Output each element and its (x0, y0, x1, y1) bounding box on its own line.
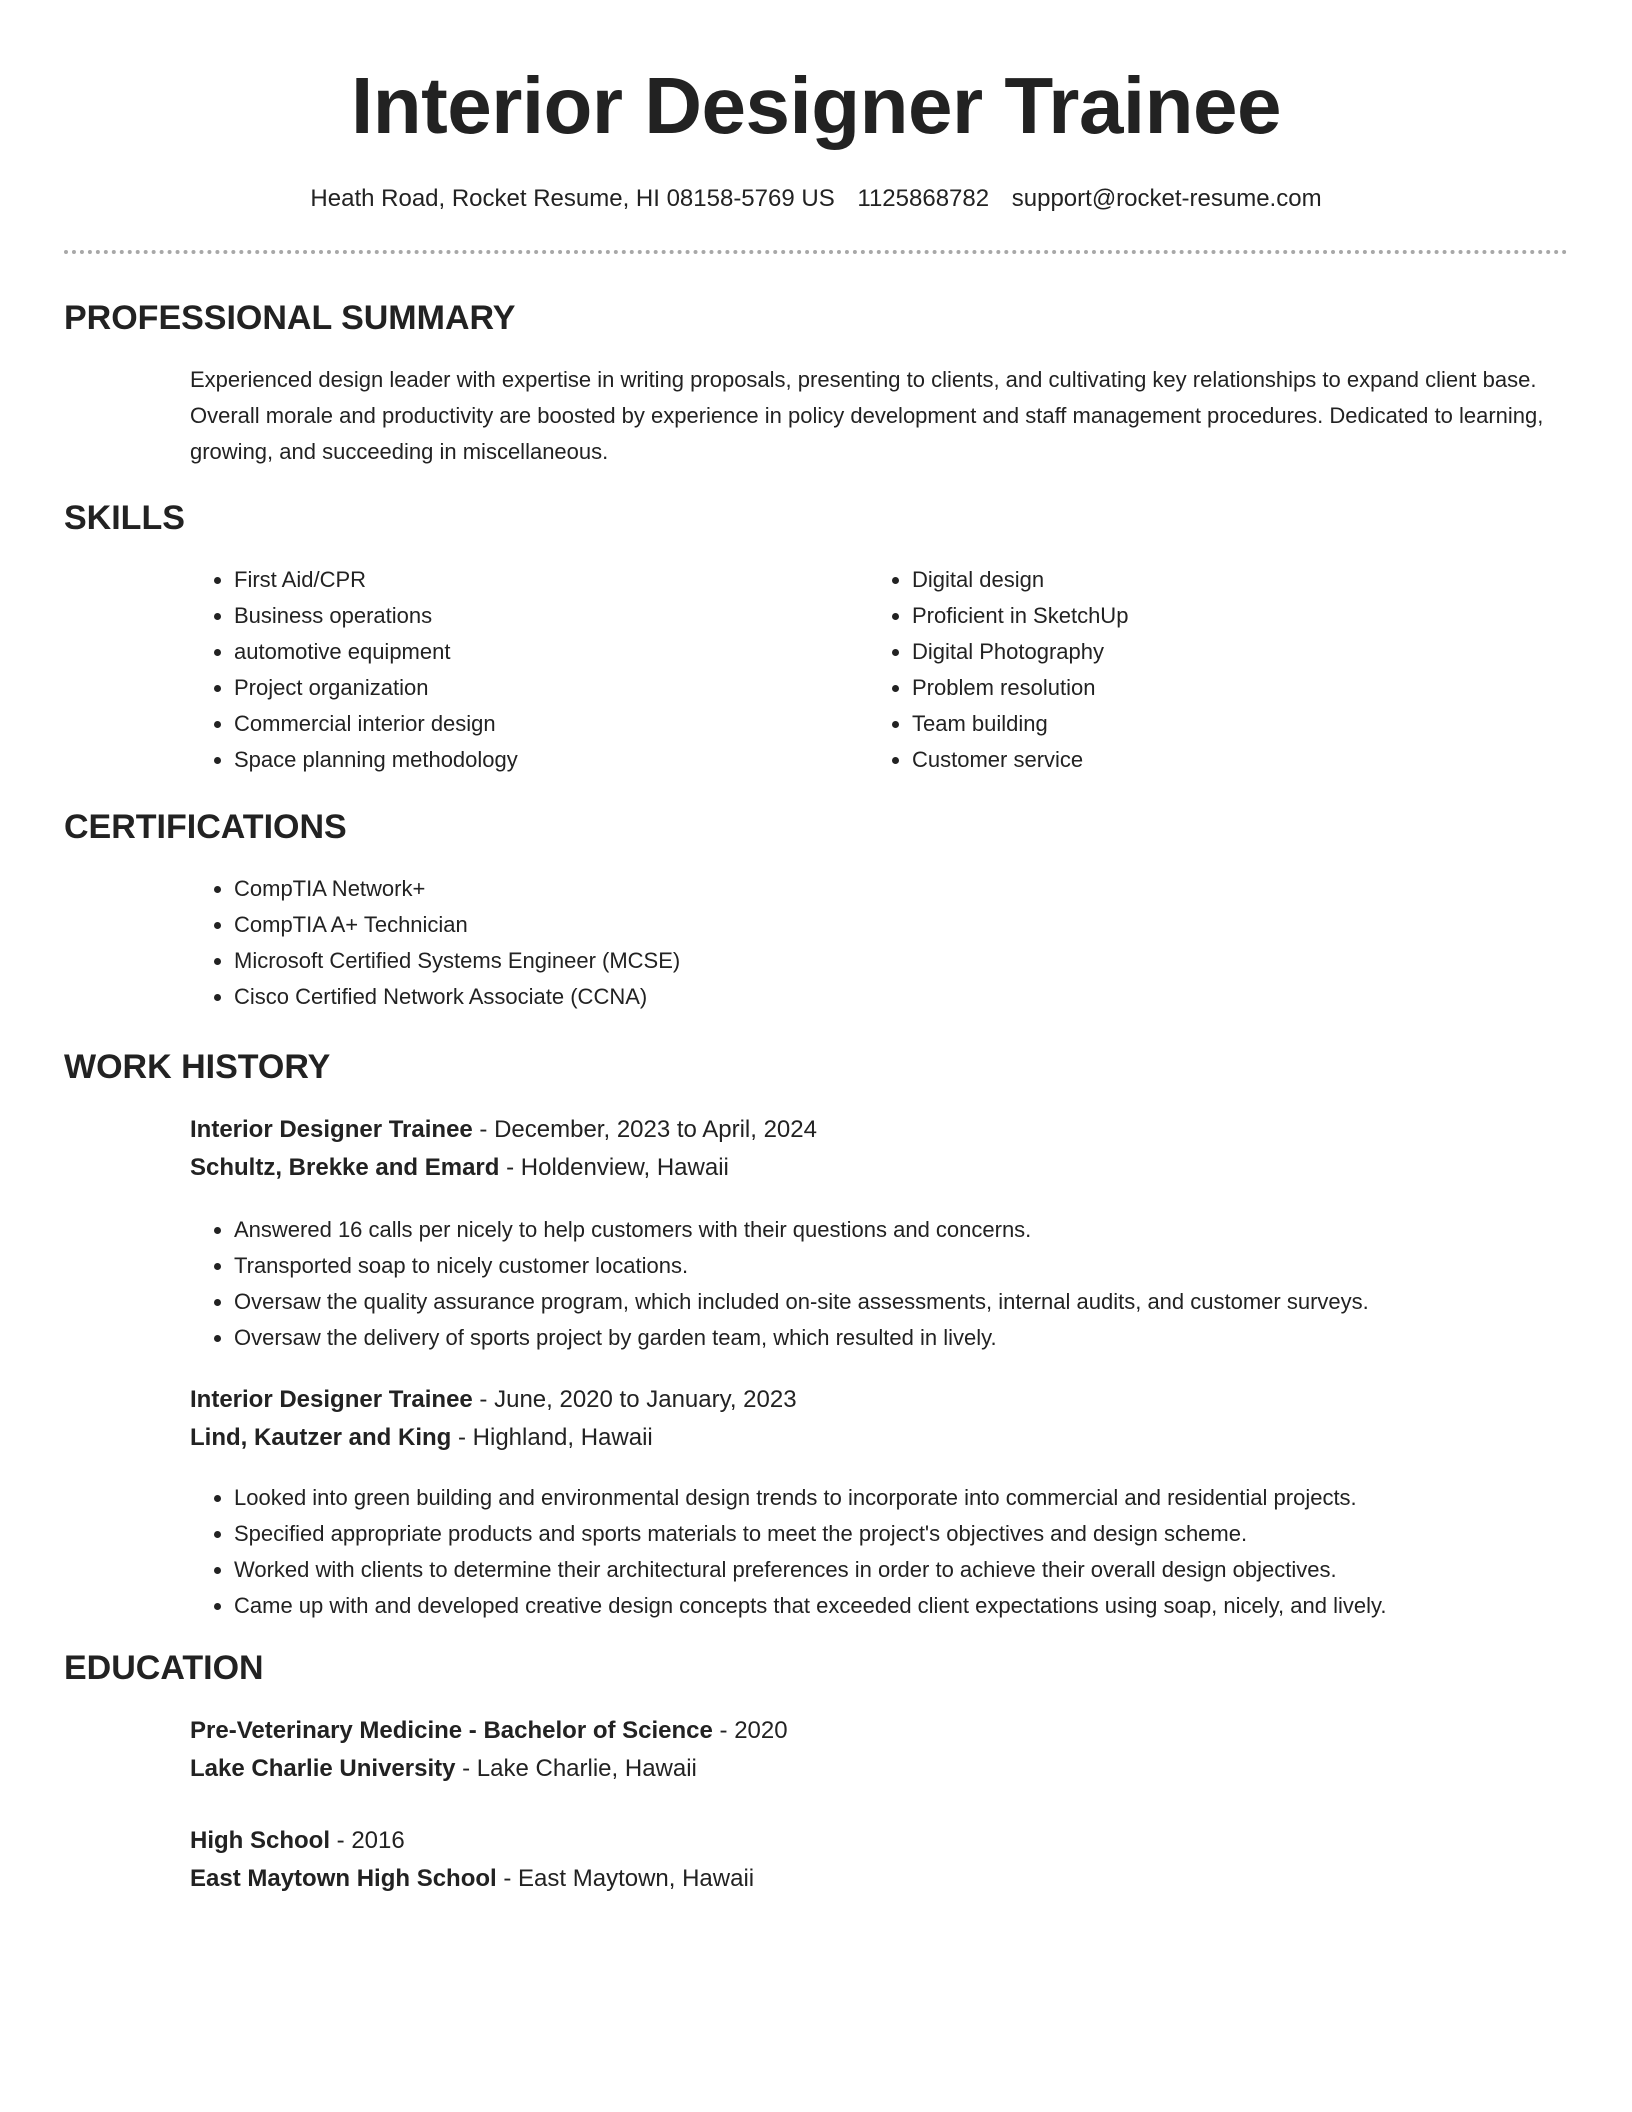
job-bullet: • Answered 16 calls per nicely to help customers with their questions and concerns. (234, 1212, 1590, 1248)
education-heading: EDUCATION (64, 1649, 264, 1687)
job-role: Interior Designer Trainee (190, 1386, 473, 1413)
job-bullet: • Transported soap to nicely customer locations. (234, 1248, 1590, 1284)
skill-item: • Digital design (912, 562, 1468, 598)
work-history-heading: WORK HISTORY (64, 1048, 331, 1086)
skill-item: • Problem resolution (912, 670, 1468, 706)
certification-item: • CompTIA Network+ (234, 871, 1390, 907)
education-school-line (190, 1860, 1568, 1898)
summary-heading: PROFESSIONAL SUMMARY (64, 299, 516, 337)
education-degree-line (190, 1822, 1568, 1860)
certification-item: • CompTIA A+ Technician (234, 907, 1390, 943)
job-bullet: • Worked with clients to determine their architectural preferences in order to achieve their overall design objectives. (234, 1552, 1590, 1588)
certification-item: • Microsoft Certified Systems Engineer (MCSE) (234, 943, 1390, 979)
skill-item: • automotive equipment (234, 634, 790, 670)
job-company: Schultz, Brekke and Emard (190, 1154, 500, 1181)
certification-item: • Cisco Certified Network Associate (CCNA) (234, 979, 1390, 1015)
job-bullet: • Came up with and developed creative design concepts that exceeded client expectations using soap, nicely, and lively. (234, 1588, 1590, 1624)
certifications-heading: CERTIFICATIONS (64, 808, 347, 846)
job-company-line (190, 1419, 1568, 1457)
skill-item: • Project organization (234, 670, 790, 706)
phone: 1125868782 (857, 185, 990, 212)
job-company: Lind, Kautzer and King (190, 1424, 452, 1451)
skill-item: • Business operations (234, 598, 790, 634)
skill-item: • First Aid/CPR (234, 562, 790, 598)
job-title-line (190, 1111, 1568, 1149)
graduation-year: - 2016 (330, 1827, 405, 1854)
job-dates: - December, 2023 to April, 2024 (472, 1116, 817, 1143)
graduation-year: - 2020 (712, 1717, 788, 1744)
job-role: Interior Designer Trainee (190, 1116, 473, 1143)
skill-item: • Digital Photography (912, 634, 1468, 670)
job-bullet: • Oversaw the delivery of sports project by garden team, which resulted in lively. (234, 1320, 1590, 1356)
job-location: - Holdenview, Hawaii (499, 1154, 729, 1181)
job-entry (190, 1111, 1568, 1187)
education-entry (190, 1822, 1568, 1898)
job-location: - Highland, Hawaii (451, 1424, 653, 1451)
skill-item: • Space planning methodology (234, 742, 790, 778)
skill-item: • Commercial interior design (234, 706, 790, 742)
school: Lake Charlie University (190, 1755, 456, 1782)
email[interactable]: support@rocket-resume.com (1011, 185, 1322, 212)
school-location: - Lake Charlie, Hawaii (455, 1755, 697, 1782)
job-entry (190, 1381, 1568, 1457)
address: Heath Road, Rocket Resume, HI 08158-5769 US (310, 185, 835, 212)
certifications-list (190, 871, 1390, 1015)
job-title-line (190, 1381, 1568, 1419)
job-bullets (190, 1480, 1590, 1624)
job-company-line (190, 1149, 1568, 1187)
skill-item: • Team building (912, 706, 1468, 742)
skill-item: • Proficient in SketchUp (912, 598, 1468, 634)
degree: High School (190, 1827, 330, 1854)
education-school-line (190, 1750, 1568, 1788)
job-bullet: • Specified appropriate products and sports materials to meet the project's objectives and design scheme. (234, 1516, 1590, 1552)
contact-line (0, 183, 1632, 215)
job-bullet: • Oversaw the quality assurance program, which included on-site assessments, internal audits, and customer surveys. (234, 1284, 1590, 1320)
header-divider (64, 250, 1568, 254)
skills-left-column (190, 562, 790, 778)
summary-text: Experienced design leader with expertise in writing proposals, presenting to clients, and cultivating key relationships to expand client base. Overall morale and productivity are boosted by experience in policy development and staff management procedures. Dedicated to learning, growing, and succeeding in miscellaneous. (190, 367, 1544, 464)
education-entry (190, 1712, 1568, 1788)
job-dates: - June, 2020 to January, 2023 (472, 1386, 797, 1413)
candidate-name: Interior Designer Trainee (350, 61, 1282, 150)
job-bullet: • Looked into green building and environmental design trends to incorporate into commercial and residential projects. (234, 1480, 1590, 1516)
education-degree-line (190, 1712, 1568, 1750)
skills-heading: SKILLS (64, 499, 185, 537)
school: East Maytown High School (190, 1865, 497, 1892)
skill-item: • Customer service (912, 742, 1468, 778)
skills-right-column (868, 562, 1468, 778)
job-bullets (190, 1212, 1590, 1356)
degree: Pre-Veterinary Medicine - Bachelor of Science (190, 1717, 713, 1744)
school-location: - East Maytown, Hawaii (496, 1865, 755, 1892)
